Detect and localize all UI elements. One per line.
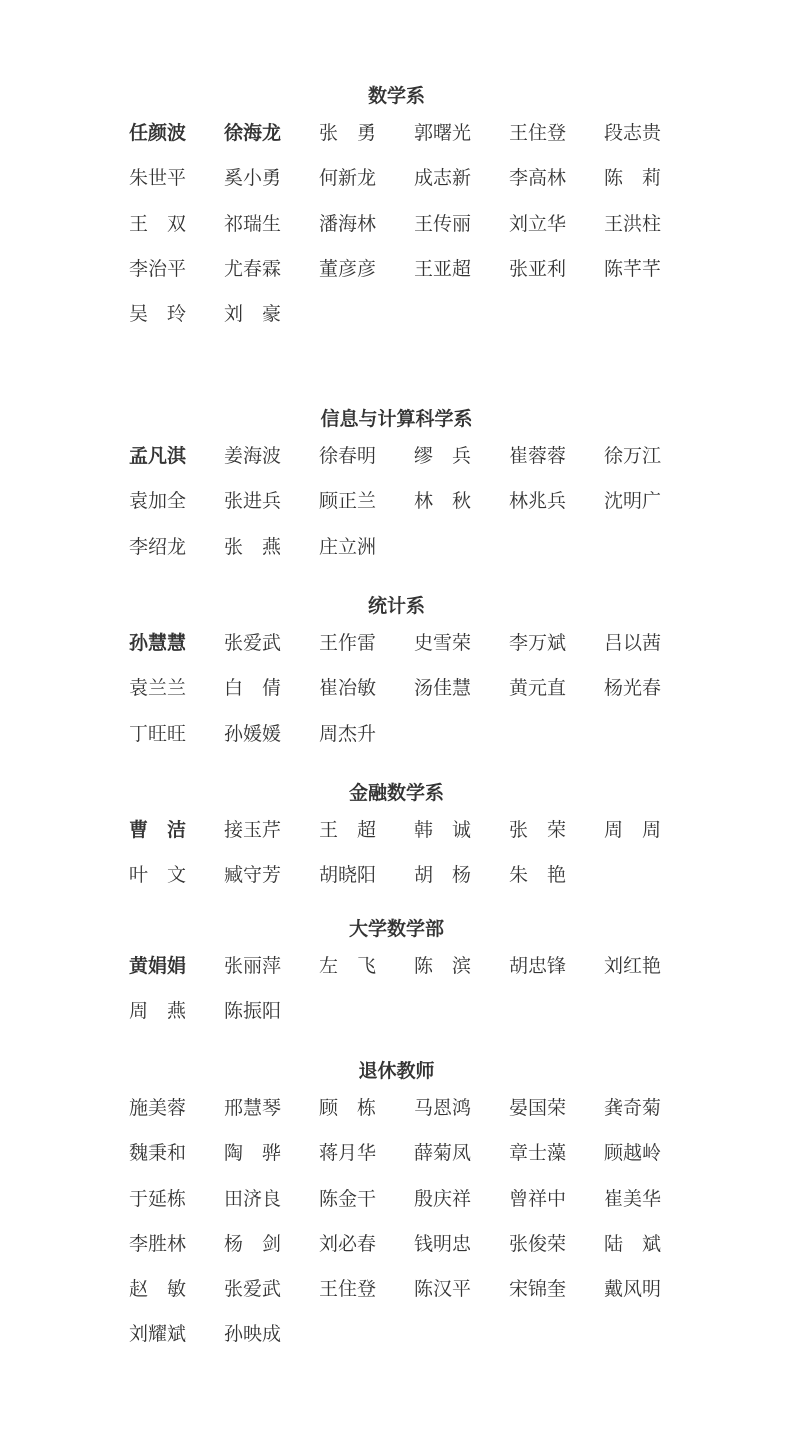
person-name-lead: 黄娟娟 [129,955,187,977]
person-name: 吕以茜 [604,632,662,654]
person-name: 史雪荣 [414,632,472,654]
person-name-lead: 徐海龙 [224,122,282,144]
names-grid [129,446,689,582]
person-name: 陈 滨 [414,955,472,977]
person-name: 接玉芹 [224,819,282,841]
person-name: 陈振阳 [224,1000,282,1023]
section-retired-teachers [0,1057,793,1370]
person-name: 王住登 [509,122,567,144]
person-name: 陈 莉 [604,167,662,190]
person-name: 徐万江 [604,445,662,467]
person-name: 林兆兵 [509,490,567,513]
person-name: 宋锦奎 [509,1278,567,1301]
person-name: 丁旺旺 [129,722,187,745]
person-name: 章士藻 [509,1142,567,1165]
person-name: 戴风明 [604,1278,662,1301]
person-name: 张丽萍 [224,955,282,977]
person-name: 刘 豪 [224,303,282,326]
person-name: 陈汉平 [414,1278,472,1301]
names-grid [129,1098,689,1370]
person-name: 崔美华 [604,1187,662,1210]
person-name: 田济良 [224,1187,282,1210]
names-grid [129,123,689,349]
person-name: 崔蓉蓉 [509,445,567,467]
person-name: 缪 兵 [414,445,472,467]
person-name: 段志贵 [604,122,662,144]
person-name: 臧守芳 [224,864,282,887]
person-name: 顾 栋 [319,1097,377,1119]
person-name: 马恩鸿 [414,1097,472,1119]
person-name: 李胜林 [129,1232,187,1255]
person-name: 胡 杨 [414,864,472,887]
names-grid [129,820,689,911]
person-name: 刘红艳 [604,955,662,977]
person-name: 袁加全 [129,490,187,513]
person-name: 李治平 [129,257,187,280]
person-name: 庄立洲 [319,535,377,558]
person-name: 郭曙光 [414,122,472,144]
person-name: 顾越岭 [604,1142,662,1165]
person-name: 李绍龙 [129,535,187,558]
person-name: 袁兰兰 [129,677,187,700]
section-information-computing [0,405,793,582]
person-name: 张 荣 [509,819,567,841]
person-name: 吴 玲 [129,303,187,326]
section-title: 大学数学部 [348,918,444,940]
person-name: 潘海林 [319,212,377,235]
section-math [0,82,793,349]
person-name: 李万斌 [509,632,567,654]
person-name: 刘必春 [319,1232,377,1255]
person-name: 沈明广 [604,490,662,513]
person-name: 张进兵 [224,490,282,513]
person-name: 王亚超 [414,257,472,280]
person-name: 张俊荣 [509,1232,567,1255]
section-financial-math [0,779,793,911]
person-name: 朱世平 [129,167,187,190]
person-name: 奚小勇 [224,167,282,190]
person-name: 孙媛媛 [224,722,282,745]
person-name: 周 燕 [129,1000,187,1023]
person-name: 何新龙 [319,167,377,190]
person-name: 龚奇菊 [604,1097,662,1119]
person-name: 胡晓阳 [319,864,377,887]
person-name: 姜海波 [224,445,282,467]
person-name: 于延栋 [129,1187,187,1210]
person-name: 祁瑞生 [224,212,282,235]
person-name: 张爱武 [224,1278,282,1301]
person-name: 张爱武 [224,632,282,654]
person-name: 董彦彦 [319,257,377,280]
person-name: 韩 诚 [414,819,472,841]
person-name: 殷庆祥 [414,1187,472,1210]
person-name: 王传丽 [414,212,472,235]
person-name: 张 勇 [319,122,377,144]
person-name: 陈芊芊 [604,257,662,280]
person-name: 曾祥中 [509,1187,567,1210]
person-name: 王洪柱 [604,212,662,235]
person-name: 王作雷 [319,632,377,654]
person-name: 邢慧琴 [224,1097,282,1119]
person-name: 王 超 [319,819,377,841]
person-name: 王 双 [129,212,187,235]
person-name: 王住登 [319,1278,377,1301]
person-name-lead: 任颜波 [129,122,187,144]
person-name: 汤佳慧 [414,677,472,700]
person-name-lead: 孙慧慧 [129,632,187,654]
person-name: 施美蓉 [129,1097,187,1119]
section-college-math [0,915,793,1047]
person-name: 薛菊凤 [414,1142,472,1165]
person-name: 钱明忠 [414,1232,472,1255]
person-name: 顾正兰 [319,490,377,513]
person-name: 胡忠锋 [509,955,567,977]
section-title: 统计系 [367,595,425,617]
person-name: 孙映成 [224,1323,282,1346]
names-grid [129,633,689,769]
names-grid [129,956,689,1047]
person-name: 张 燕 [224,535,282,558]
person-name: 陆 斌 [604,1232,662,1255]
person-name: 刘耀斌 [129,1323,187,1346]
person-name-lead: 孟凡淇 [129,445,187,467]
person-name: 周杰升 [319,722,377,745]
section-statistics [0,592,793,769]
person-name: 林 秋 [414,490,472,513]
person-name: 成志新 [414,167,472,190]
person-name: 刘立华 [509,212,567,235]
person-name: 崔冶敏 [319,677,377,700]
person-name: 叶 文 [129,864,187,887]
section-title: 数学系 [367,85,425,107]
person-name-lead: 曹 洁 [129,819,187,841]
person-name: 左 飞 [319,955,377,977]
person-name: 赵 敏 [129,1278,187,1301]
person-name: 晏国荣 [509,1097,567,1119]
person-name: 李高林 [509,167,567,190]
person-name: 张亚利 [509,257,567,280]
person-name: 蒋月华 [319,1142,377,1165]
person-name: 徐春明 [319,445,377,467]
person-name: 陈金干 [319,1187,377,1210]
person-name: 周 周 [604,819,662,841]
person-name: 尤春霖 [224,257,282,280]
section-title: 金融数学系 [348,782,444,804]
person-name: 陶 骅 [224,1142,282,1165]
person-name: 魏秉和 [129,1142,187,1165]
section-title: 退休教师 [358,1060,435,1082]
person-name: 杨 剑 [224,1232,282,1255]
section-title: 信息与计算科学系 [320,408,473,430]
person-name: 杨光春 [604,677,662,700]
person-name: 朱 艳 [509,864,567,887]
person-name: 黄元直 [509,677,567,700]
person-name: 白 倩 [224,677,282,700]
